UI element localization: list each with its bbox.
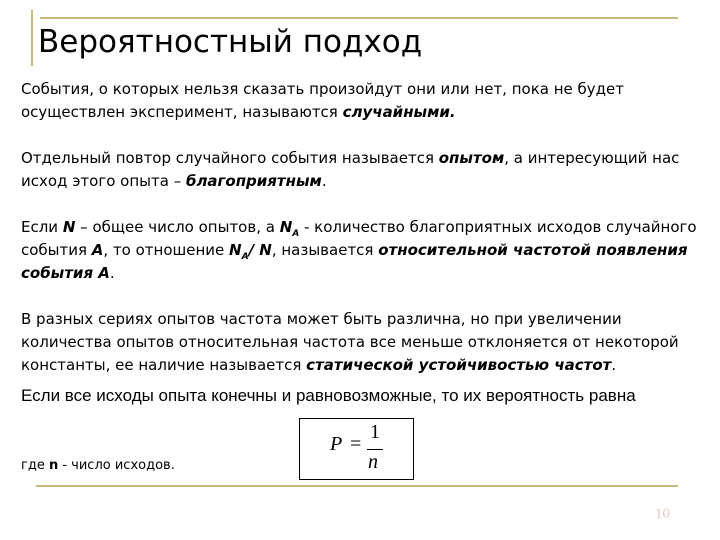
var-na <box>279 218 300 239</box>
ratio-expression <box>229 241 272 262</box>
where-prefix: где <box>21 458 49 473</box>
paragraph-text: . <box>109 264 115 282</box>
paragraph-text: Если <box>21 218 63 236</box>
paragraph-trial <box>21 147 711 193</box>
fraction-bar <box>367 449 383 450</box>
paragraph-text: . <box>611 356 617 374</box>
where-note <box>21 458 175 473</box>
var-na-subscript: A <box>292 229 300 239</box>
paragraph-text: В разных сериях опытов частота может быть различна, но при увеличении количества опытов относительная частота все меньше отклоняется от некоторой константы, ее наличие называется <box>21 310 679 374</box>
page-number: 10 <box>655 506 670 522</box>
ratio-subscript: A <box>241 252 249 262</box>
term-stability: статической устойчивостью частот <box>306 356 612 374</box>
term-random: случайными. <box>342 103 456 121</box>
formula-equals: = <box>350 433 362 455</box>
formula-lhs: P <box>330 433 343 455</box>
term-relative-frequency: относительной частотой появления события A <box>21 241 688 282</box>
paragraph-relative-frequency <box>21 216 711 285</box>
var-a: A <box>91 241 104 259</box>
slide-body <box>21 78 711 377</box>
paragraph-text: . <box>321 172 327 190</box>
bottom-rule <box>36 485 678 487</box>
term-favorable: благоприятным <box>185 172 322 190</box>
paragraph-text: - количество благоприятных исходов случайного события <box>21 218 697 259</box>
formula-denominator: n <box>368 451 378 473</box>
paragraph-text: , а интересующий нас исход этого опыта – <box>21 149 680 190</box>
paragraph-probability: Если все исходы опыта конечны и равновозможные, то их вероятность равна <box>21 386 636 405</box>
paragraph-random-events <box>21 78 711 124</box>
where-rest: - число исходов. <box>58 458 175 473</box>
paragraph-text: Отдельный повтор случайного события называется <box>21 149 439 167</box>
top-rule <box>40 17 678 19</box>
paragraph-text: , называется <box>271 241 379 259</box>
formula-numerator: 1 <box>370 421 380 443</box>
paragraph-text: События, о которых нельзя сказать произойдут они или нет, пока не будет осуществлен эксперимент, называются <box>21 80 624 121</box>
paragraph-stability <box>21 308 711 377</box>
ratio-rest: / N <box>248 241 272 259</box>
var-na-base: N <box>279 218 293 236</box>
slide-title: Вероятностный подход <box>38 24 423 60</box>
term-trial: опытом <box>438 149 505 167</box>
var-n: N <box>62 218 76 236</box>
paragraph-text: – общее число опытов, а <box>75 218 280 236</box>
ratio-n: N <box>229 241 242 259</box>
paragraph-text: , то отношение <box>103 241 230 259</box>
where-var: n <box>48 458 59 473</box>
title-accent-bar <box>31 10 33 66</box>
probability-formula <box>299 418 414 480</box>
